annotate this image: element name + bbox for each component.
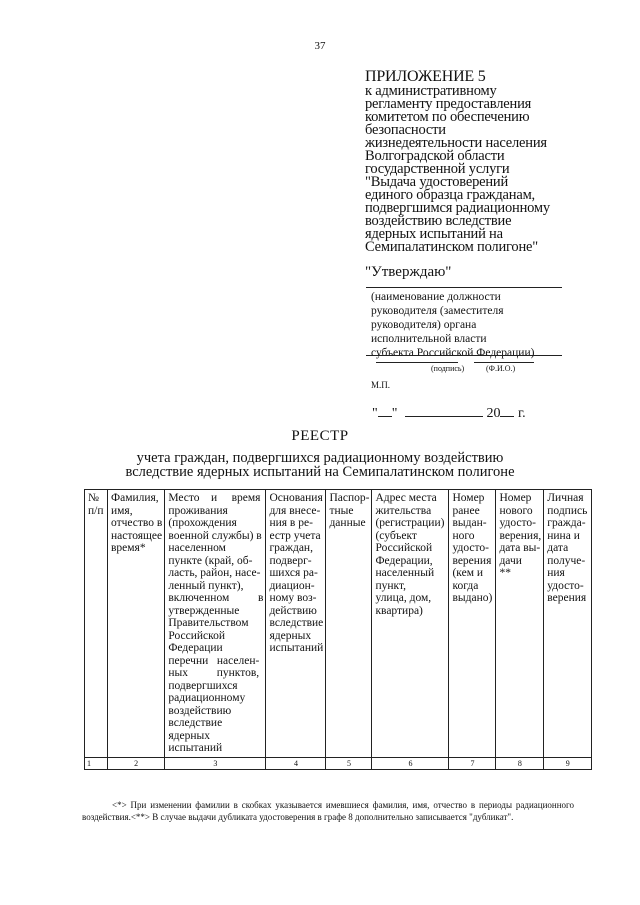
approver-position-line [366,287,562,288]
header-line: время* [111,542,146,554]
header-line: квартира) [375,604,423,617]
header-cell-address [372,490,449,758]
page-number: 37 [314,40,326,52]
name-line [474,362,534,363]
header-line: дачи [499,554,522,567]
appendix-line: комитетом по обеспечению [365,109,530,125]
name-caption: (Ф.И.О.) [486,364,516,373]
approval-label: "Утверждаю" [365,264,452,280]
header-line: № [88,492,99,504]
header-line: верения, [499,529,542,542]
header-line: (кем и [452,567,483,579]
header-cell-signature [544,490,592,758]
stamp-label: М.П. [371,380,391,390]
column-number: 3 [165,757,266,769]
header-line: гражда- [547,517,586,529]
year-suffix: г. [514,406,526,421]
header-line: ния [547,567,565,579]
signature-caption: (подпись) [431,364,465,373]
header-line: имя, [111,504,133,517]
header-line: Личная [547,492,584,504]
date-quote-close: " [391,406,398,421]
caption-line: (наименование должности [371,291,501,303]
header-line: ного [452,529,475,542]
appendix-line: безопасности [365,122,446,138]
signature-line [376,362,458,363]
header-line: испытаний [269,642,324,654]
header-line: шихся ра- [269,567,318,579]
year-blank [500,404,514,417]
header-line: улица, дом, [375,592,432,604]
approval-date [372,404,526,422]
header-line: действию [269,604,317,617]
appendix-line: Семипалатинском полигоне" [365,239,538,255]
footnote: <*> При изменении фамилии в скобках указывается имевшиеся фамилия, имя, отчество в периоды радиационного воздействия.<**> В случае выдачи дубликата удостоверения в графе 8 дополнительно записывается "дубликат". [82,800,574,822]
header-line: настоящее [111,529,163,542]
header-line: пункте (край, об- [168,554,253,567]
header-line: ласть, район, насе- [168,567,261,579]
appendix-line: подвергшимся радиационному [365,200,550,216]
column-number-row [85,757,592,769]
header-line: радиационному [168,692,246,704]
header-line: данные [329,517,366,529]
header-line: диацион- [269,579,315,592]
header-line: верения [547,592,587,604]
header-line: ных пунктов, [168,667,260,679]
column-number: 1 [85,757,108,769]
caption-line: руководителя (заместителя [371,305,504,317]
header-line: Номер [452,492,485,504]
header-cell-passport [326,490,372,758]
date-quote-open: " [372,406,378,421]
year-prefix: 20 [486,406,501,421]
header-cell-number [85,490,108,758]
header-line: дата [547,542,569,554]
column-number: 2 [108,757,165,769]
column-number: 6 [372,757,449,769]
header-line: тные [329,504,354,517]
header-line: вследствие [168,717,223,729]
header-line: населенный [375,567,435,579]
header-line: Основания [269,492,323,504]
registry-table [84,489,592,770]
header-line: ** [499,567,511,579]
header-line: Российской [168,629,226,642]
caption-line: субъекта Российской Федерации) [371,347,535,359]
column-number: 5 [326,757,372,769]
header-line: Паспор- [329,492,370,504]
header-row [85,490,592,758]
header-line: Российской [375,542,433,554]
appendix-line: жизнедеятельности населения [365,135,547,151]
header-line: (субъект [375,529,417,542]
header-cell-previous-certificate [449,490,496,758]
header-line: удосто- [452,542,489,554]
header-line: пункт, [375,579,406,592]
header-line: Правительством [168,617,249,629]
header-line: дата вы- [499,542,541,554]
header-line: перечни населен- [168,654,260,667]
header-line: утвержденные [168,604,240,617]
appendix-line: Волгоградской области [365,148,505,164]
header-line: проживания [168,504,228,517]
header-line: удосто- [547,579,584,592]
header-line: получе- [547,554,586,567]
header-line: включенном в [168,592,264,604]
appendix-line: регламенту предоставления [365,96,532,112]
header-line: естр учета [269,529,321,542]
header-line: для внесе- [269,504,321,517]
header-line: граждан, [269,542,313,554]
header-line: ному воз- [269,592,317,604]
appendix-line: государственной услуги [365,161,510,177]
header-line: верения [452,554,492,567]
column-number: 9 [544,757,592,769]
caption-line: исполнительной власти [371,333,487,345]
header-line: военной службы) в [168,529,262,542]
caption-line: руководителя) органа [371,319,477,331]
header-line: отчество в [111,517,163,529]
header-line: Место и время [168,492,261,504]
subtitle-line: учета граждан, подвергшихся радиационному воздействию [136,450,504,466]
registry-subtitle [0,451,640,479]
header-line: Фамилия, [111,492,159,504]
header-line: (регистрации) [375,517,445,529]
appendix-line: к административному [365,83,497,99]
header-line: выдано) [452,592,493,604]
header-line: п/п [88,504,104,517]
column-number: 4 [266,757,326,769]
header-line: Федерации, [375,554,433,567]
header-line: населенном [168,542,226,554]
month-blank [405,404,483,417]
header-line: ядерных [168,729,210,742]
approver-title-line [366,355,562,356]
header-line: нового [499,504,533,517]
header-line: Адрес места [375,492,437,504]
header-line: выдан- [452,517,487,529]
column-number: 7 [449,757,496,769]
appendix-line: единого образца гражданам, [365,187,535,203]
header-line: когда [452,579,479,592]
header-line: подверг- [269,554,312,567]
header-cell-grounds [266,490,326,758]
header-line: вследствие [269,617,324,629]
header-line: нина и [547,529,580,542]
header-line: испытаний [168,742,223,754]
header-line: подвергшихся [168,679,238,692]
header-cell-new-certificate [496,490,544,758]
header-line: подпись [547,504,588,517]
registry-title: РЕЕСТР [291,428,349,444]
header-line: жительства [375,504,432,517]
appendix-line: ядерных испытаний на [365,226,503,242]
header-line: Номер [499,492,532,504]
appendix-title: ПРИЛОЖЕНИЕ 5 [365,68,486,85]
header-line: удосто- [499,517,536,529]
approver-position-caption [371,290,601,360]
day-blank [378,404,392,417]
appendix-line: "Выдача удостоверений [365,174,509,190]
column-number: 8 [496,757,544,769]
header-line: Федерации [168,642,223,654]
header-line: ленный пункт), [168,579,244,592]
appendix-block [365,68,600,254]
subtitle-line: вследствие ядерных испытаний на Семипалатинском полигоне [125,464,515,480]
header-line: ранее [452,504,480,517]
header-line: ядерных [269,629,312,642]
header-cell-residence [165,490,266,758]
header-line: (прохождения [168,517,237,529]
header-cell-fullname [108,490,165,758]
header-line: воздействию [168,704,232,717]
header-line: ния в ре- [269,517,313,529]
appendix-line: воздействию вследствие [365,213,512,229]
